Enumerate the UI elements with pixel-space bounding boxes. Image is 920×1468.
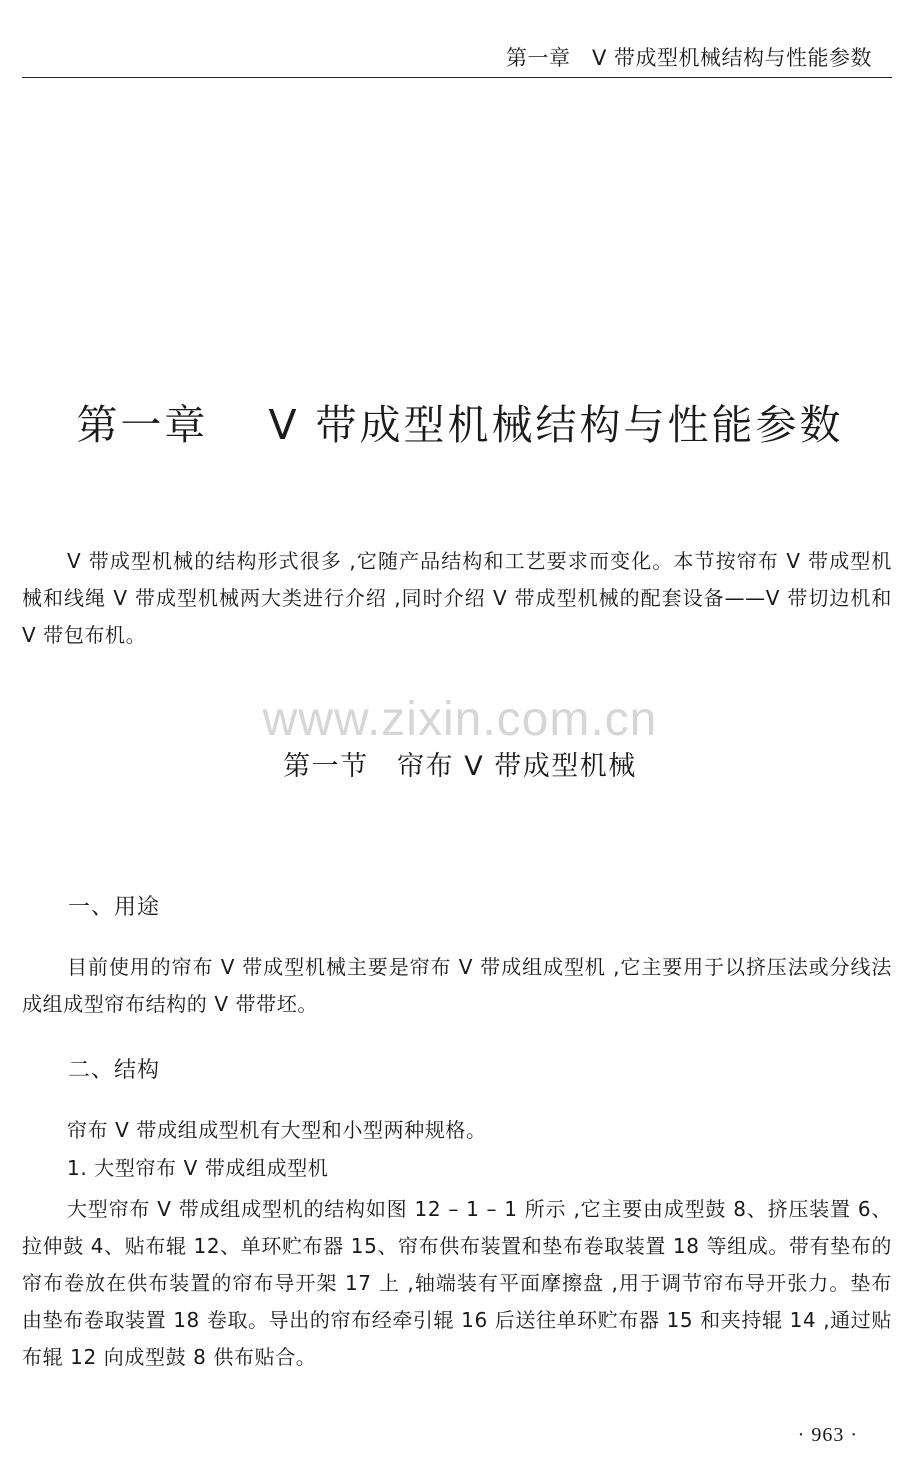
structure-paragraph: 大型帘布 V 带成组成型机的结构如图 12 – 1 – 1 所示 ,它主要由成型鼓 8、挤压装置 6、拉伸鼓 4、贴布辊 12、单环贮布器 15、帘布供布装置和垫布卷取装置 18 等组成。带有垫布的帘布卷放在供布装置的帘布导开架 17 上 ,轴端装有平面摩擦盘 ,用于调节帘布导开张力。垫布由垫布卷取装置 18 卷取。导出的帘布经牵引辊 16 后送往单环贮布器 15 和夹持辊 14 ,通过贴布辊 12 向成型鼓 8 供布贴合。 xyxy=(22,1197,892,1369)
subsection-heading: 1. 大型帘布 V 带成组成型机 xyxy=(67,1156,329,1180)
usage-paragraph: 目前使用的帘布 V 带成型机械主要是帘布 V 带成组成型机 ,它主要用于以挤压法或分线法成组成型帘布结构的 V 带带坯。 xyxy=(22,955,892,1016)
structure-intro-line: 帘布 V 带成组成型机有大型和小型两种规格。 xyxy=(67,1118,487,1142)
usage-heading: 一、用途 xyxy=(68,895,161,920)
section-title: 第一节 帘布 V 带成型机械 xyxy=(283,751,637,782)
intro-paragraph: V 带成型机械的结构形式很多 ,它随产品结构和工艺要求而变化。本节按帘布 V 带成型机械和线绳 V 带成型机械两大类进行介绍 ,同时介绍 V 带成型机械的配套设备——V 带切边机和 V 带包布机。 xyxy=(22,549,892,647)
page-number: · 963 · xyxy=(797,1424,858,1446)
chapter-title: 第一章 V 带成型机械结构与性能参数 xyxy=(76,401,844,449)
watermark: www.zixin.com.cn xyxy=(262,693,658,746)
running-header-title: 第一章 V 带成型机械结构与性能参数 xyxy=(505,46,872,70)
running-header xyxy=(22,34,892,78)
structure-heading: 二、结构 xyxy=(68,1058,161,1083)
